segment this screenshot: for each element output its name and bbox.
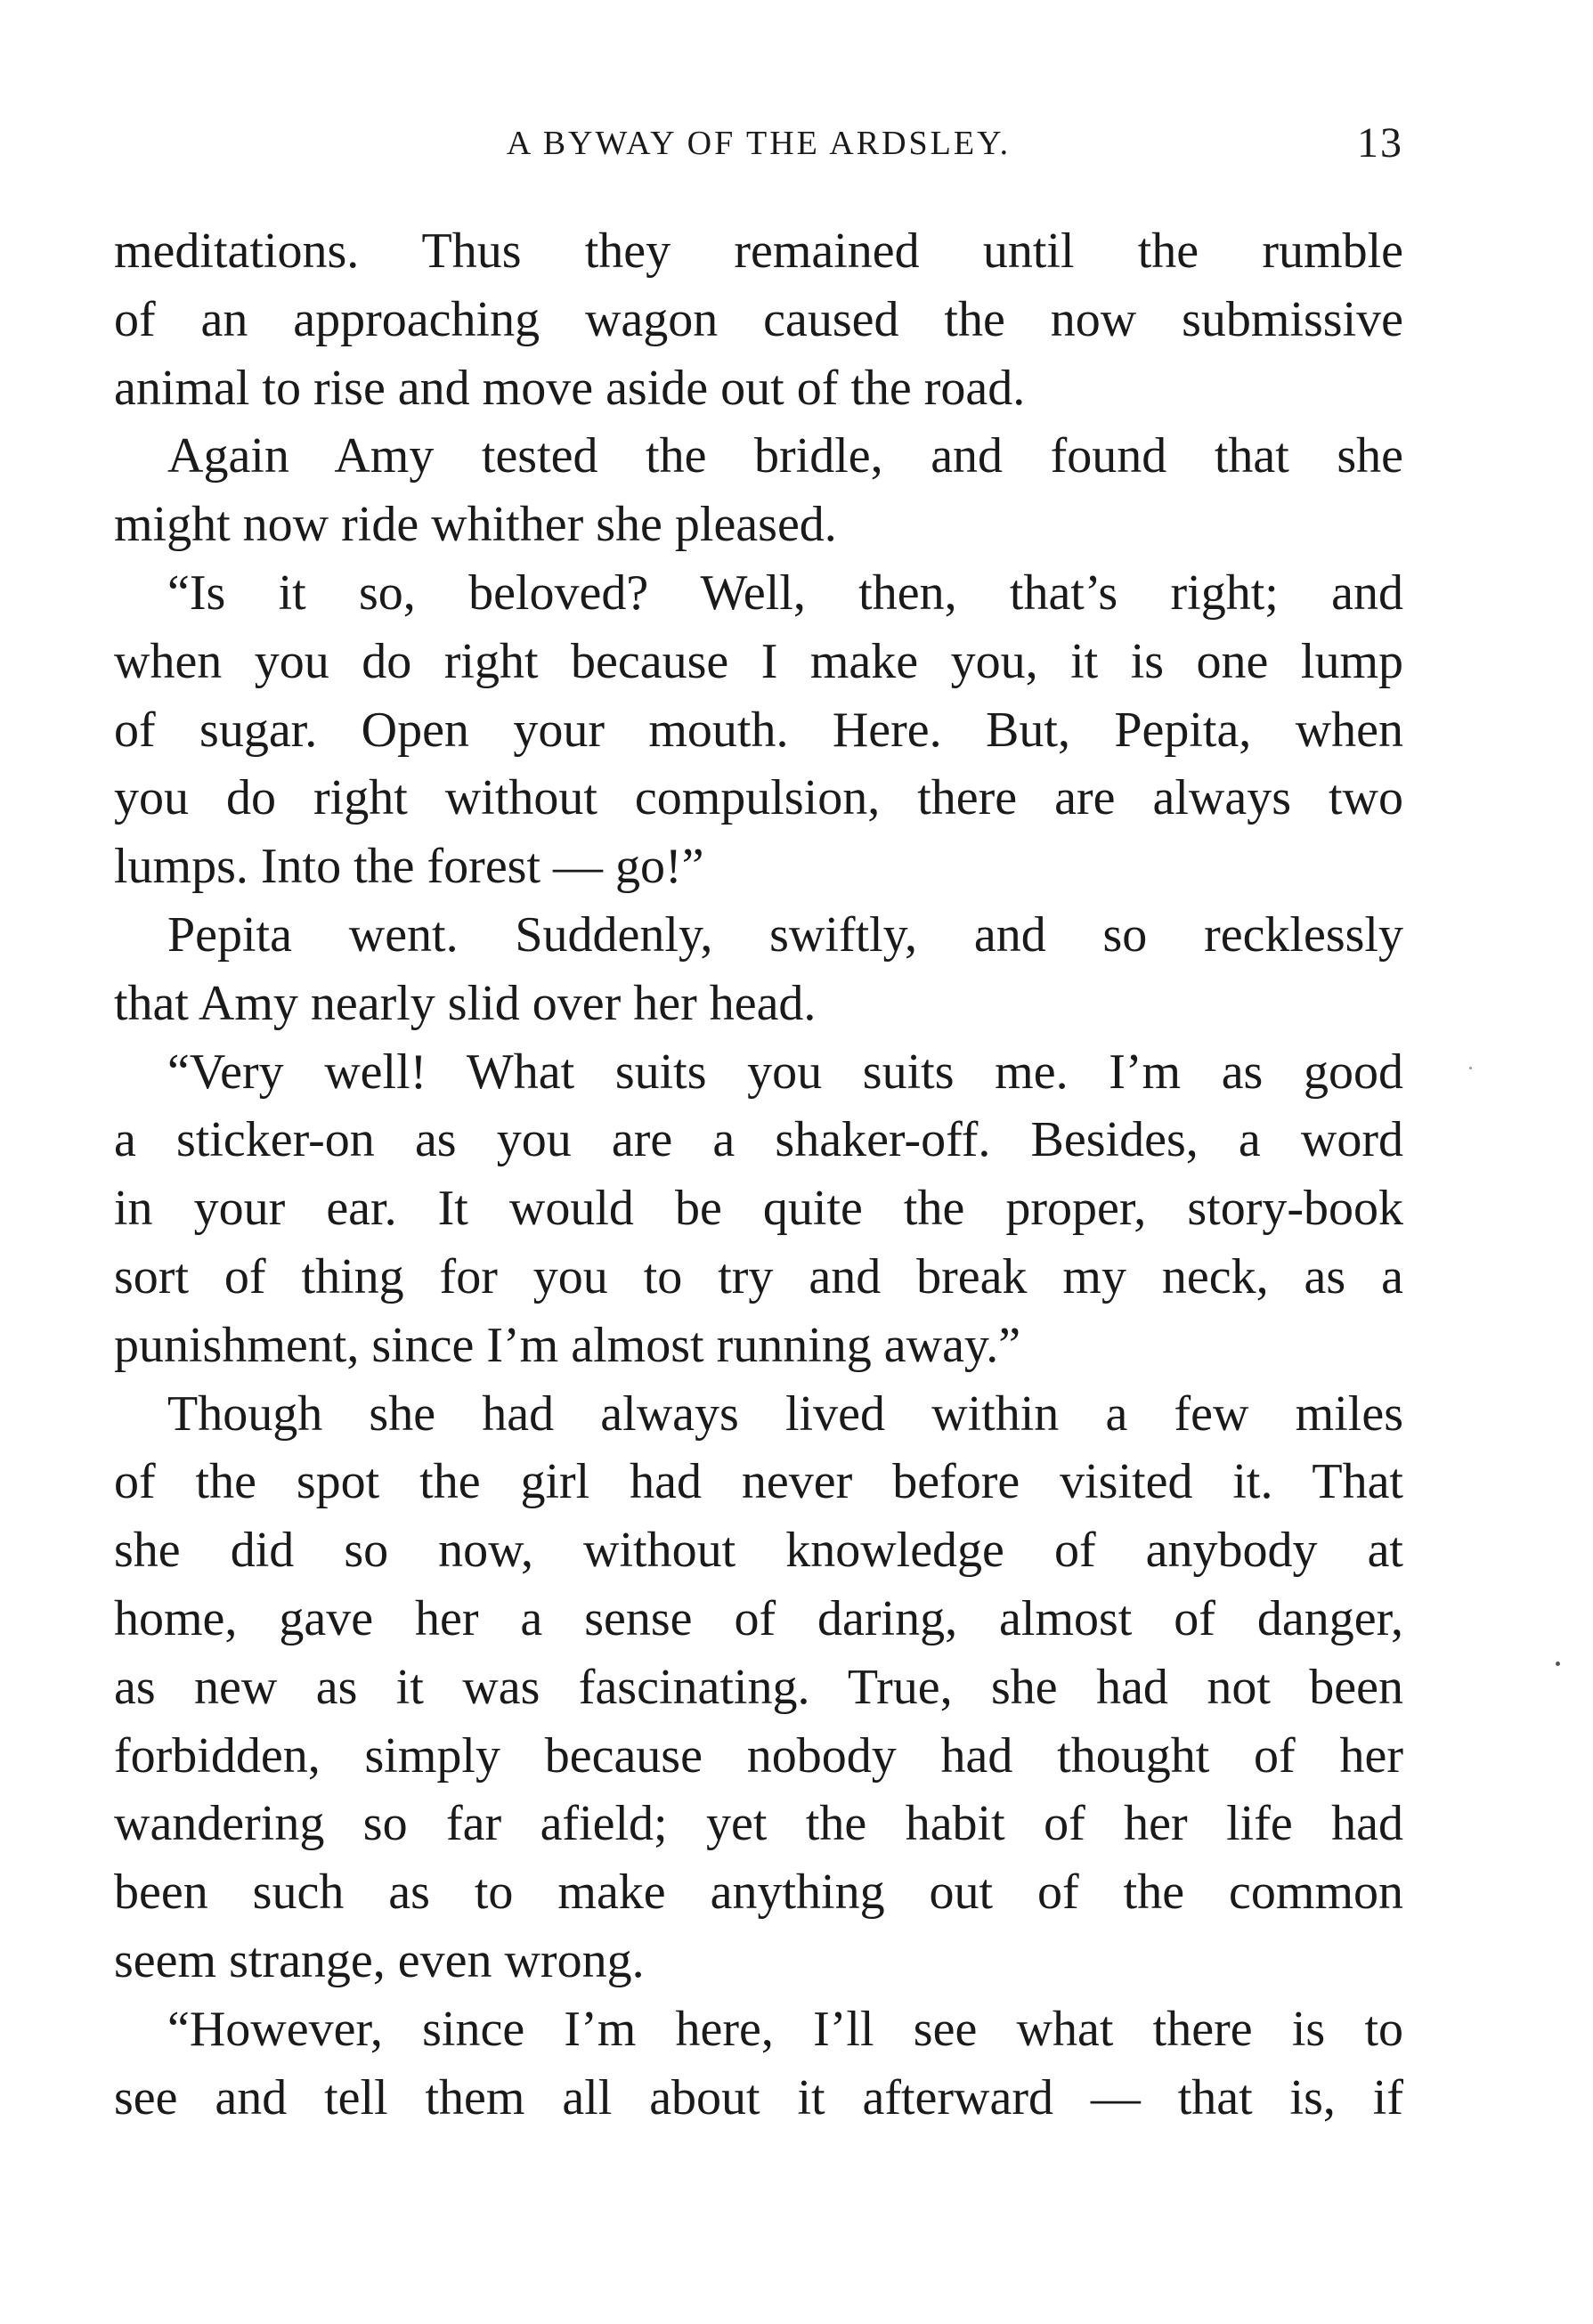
text-line: she did so now, without knowledge of anybody at — [114, 1523, 1403, 1579]
text-line: a sticker-on as you are a shaker-off. Besides, a word — [114, 1112, 1403, 1168]
text-line: you do right without compulsion, there are always two — [114, 770, 1403, 826]
text-line: animal to rise and move aside out of the road. — [114, 360, 1026, 416]
running-title: A BYWAY OF THE ARDSLEY. — [506, 125, 1012, 162]
text-line: forbidden, simply because nobody had thought of her — [114, 1727, 1403, 1784]
text-line: seem strange, even wrong. — [114, 1932, 645, 1988]
margin-speck — [1556, 1662, 1560, 1666]
text-line: of an approaching wagon caused the now submissive — [114, 291, 1403, 347]
text-line: in your ear. It would be quite the proper, story-book — [114, 1181, 1403, 1237]
body-text — [114, 217, 1403, 2132]
text-line: of the spot the girl had never before visited it. That — [114, 1454, 1403, 1510]
text-line: home, gave her a sense of daring, almost of danger, — [114, 1590, 1403, 1646]
text-line: wandering so far afield; yet the habit of her life had — [114, 1796, 1403, 1852]
text-line: might now ride whither she pleased. — [114, 497, 837, 553]
text-line: sort of thing for you to try and break my neck, as a — [114, 1248, 1403, 1304]
text-line: that Amy nearly slid over her head. — [114, 975, 817, 1031]
text-line: “However, since I’m here, I’ll see what there is to — [167, 2001, 1403, 2057]
text-line: Again Amy tested the bridle, and found that she — [167, 428, 1403, 484]
text-line: see and tell them all about it afterward — that is, if — [114, 2069, 1403, 2125]
text-line: as new as it was fascinating. True, she had not been — [114, 1659, 1403, 1715]
margin-speck — [1469, 1067, 1472, 1069]
page-number: 13 — [1357, 119, 1403, 167]
text-line: of sugar. Open your mouth. Here. But, Pepita, when — [114, 702, 1403, 758]
page-header — [114, 112, 1403, 175]
text-line: lumps. Into the forest — go!” — [114, 839, 704, 895]
text-line: “Very well! What suits you suits me. I’m as good — [167, 1044, 1403, 1100]
text-line: “Is it so, beloved? Well, then, that’s right; and — [167, 565, 1403, 621]
text-line: been such as to make anything out of the common — [114, 1865, 1403, 1921]
text-line: Pepita went. Suddenly, swiftly, and so recklessly — [167, 906, 1403, 963]
text-line: Though she had always lived within a few miles — [167, 1385, 1403, 1442]
text-line: when you do right because I make you, it is one lump — [114, 633, 1403, 689]
text-line: punishment, since I’m almost running away.” — [114, 1317, 1021, 1373]
text-line: meditations. Thus they remained until the rumble — [114, 223, 1403, 279]
